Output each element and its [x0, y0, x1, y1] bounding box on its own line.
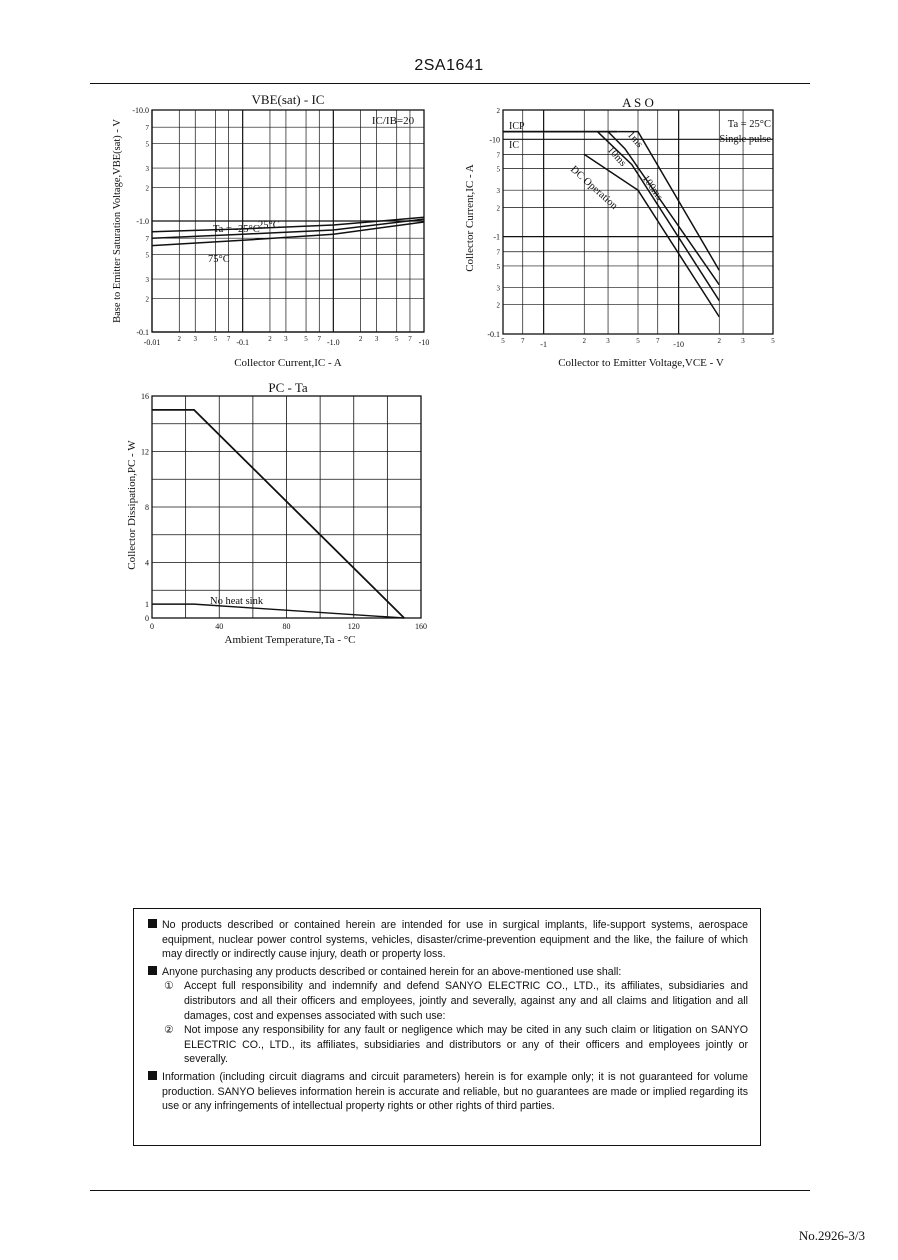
y-tick-label: 3 — [496, 284, 500, 293]
chart-title: PC - Ta — [268, 380, 308, 395]
condition-label: IC/IB=20 — [371, 115, 415, 127]
x-axis-label: Collector to Emitter Voltage,VCE - V — [558, 357, 724, 369]
x-tick-label: 2 — [582, 337, 587, 345]
bullet-icon — [148, 966, 157, 975]
notice-text: Not impose any responsibility for any fault or negligence which may be cited in any such claim or litigation on SANYO ELECTRIC CO., LTD., its affiliates, subsidiaries and distributors or any of their officers and employees jointly or severally. — [184, 1024, 748, 1066]
x-tick-label: -10 — [673, 340, 684, 349]
x-axis-label: Collector Current,IC - A — [234, 357, 342, 369]
x-tick-label: 2 — [268, 335, 272, 343]
x-tick-label: -1 — [540, 340, 547, 349]
series-label: Ta = -25°C — [213, 224, 260, 235]
y-axis-label: Base to Emitter Saturation Voltage,VBE(sat) - V — [112, 119, 123, 323]
y-tick-label: -1 — [493, 232, 500, 242]
x-tick-label: 7 — [226, 335, 231, 343]
y-tick-label: 2 — [145, 184, 149, 193]
x-tick-label: 5 — [213, 335, 218, 343]
icp-label: ICP — [509, 121, 525, 132]
y-tick-label: 5 — [496, 165, 500, 174]
y-tick-label: 2 — [496, 107, 500, 115]
notice-text: Anyone purchasing any products described or contained herein for an above-mentioned use shall: — [162, 965, 622, 978]
x-tick-label: 2 — [177, 335, 182, 343]
y-tick-label: 16 — [141, 392, 149, 401]
y-tick-label: 2 — [145, 295, 149, 304]
x-tick-label: 7 — [317, 335, 322, 343]
x-tick-label: 3 — [741, 337, 745, 345]
series-label: No heat sink — [210, 596, 264, 607]
notice-text: Accept full responsibility and indemnify and defend SANYO ELECTRIC CO., LTD., its affiliates, subsidiaries and distributors and all their officers and employees, jointly and severally, against any and all claims and litigation and all damages, cost and expenses associated with such use: — [184, 980, 748, 1022]
pc-ta-chart — [126, 380, 427, 646]
x-tick-label: 5 — [501, 337, 505, 345]
notice-box — [133, 908, 761, 1146]
x-tick-label: 3 — [606, 337, 610, 345]
x-tick-label: 160 — [415, 622, 427, 631]
series-label: 25°C — [258, 220, 280, 231]
notice-item-3 — [148, 1070, 748, 1114]
x-axis-label: Ambient Temperature,Ta - °C — [224, 634, 356, 646]
y-axis-label: Collector Dissipation,PC - W — [126, 440, 138, 570]
x-tick-label: 5 — [394, 335, 399, 343]
page-title: 2SA1641 — [414, 57, 484, 74]
circled-number: ② — [164, 1024, 174, 1037]
bullet-icon — [148, 1071, 157, 1080]
notice-text: No products described or contained herein are intended for use in surgical implants, life-support systems, aerospace equipment, nuclear power control systems, vehicles, disaster/crime-prevention equipment and the like, the failure of which may directly or indirectly cause injury, death or property loss. — [162, 919, 748, 961]
series-label: DC Operation — [567, 164, 620, 212]
x-tick-label: 40 — [215, 622, 224, 631]
y-tick-label: 5 — [145, 140, 149, 149]
x-tick-label: 120 — [347, 622, 360, 631]
document-number: No.2926-3/3 — [798, 1228, 865, 1243]
x-tick-label: 7 — [520, 337, 525, 345]
notice-item-2 — [148, 965, 748, 980]
y-tick-label: -0.1 — [487, 330, 500, 339]
y-tick-label: 4 — [145, 558, 149, 568]
y-tick-label: -0.1 — [136, 328, 149, 337]
series-label: 1ms — [624, 129, 645, 151]
y-tick-label: 2 — [496, 301, 500, 310]
x-tick-label: -0.01 — [143, 338, 161, 347]
bullet-icon — [148, 919, 157, 928]
x-tick-label: 3 — [374, 335, 379, 343]
y-tick-label: 7 — [145, 235, 149, 244]
y-tick-label: 3 — [496, 187, 500, 196]
y-tick-label: -10 — [489, 135, 500, 145]
series-line — [152, 219, 424, 238]
y-tick-label: -1.0 — [136, 217, 149, 226]
x-tick-label: 7 — [655, 337, 660, 345]
notice-item-1 — [148, 918, 748, 962]
x-tick-label: -0.1 — [236, 338, 250, 347]
condition-label: Ta = 25°C — [727, 119, 771, 130]
y-tick-label: 1 — [145, 600, 149, 610]
x-tick-label: 2 — [358, 335, 363, 343]
y-tick-label: 7 — [496, 151, 500, 160]
chart-title: VBE(sat) - IC — [251, 92, 325, 107]
x-tick-label: -10 — [418, 338, 430, 347]
x-tick-label: 0 — [150, 622, 154, 631]
series-line — [152, 410, 404, 618]
y-tick-label: 2 — [496, 204, 500, 213]
vbe-ic-chart — [112, 92, 429, 369]
x-tick-label: 5 — [304, 335, 308, 343]
series-line — [152, 604, 404, 618]
aso-chart — [464, 95, 775, 369]
y-tick-label: -10.0 — [132, 106, 149, 115]
notice-text: Information (including circuit diagrams and circuit parameters) herein is for example only; it is not guaranteed for volume production. SANYO believes information herein is accurate and reliable, but no guarantees are made or implied regarding its use or any infringements of intellectual property rights or other rights of third parties. — [162, 1070, 748, 1113]
y-tick-label: 7 — [496, 248, 500, 257]
y-tick-label: 12 — [141, 447, 149, 457]
y-tick-label: 5 — [496, 262, 500, 271]
notice-subitem-2 — [148, 1023, 748, 1067]
y-axis-label: Collector Current,IC - A — [464, 164, 476, 272]
series-label: 10ms — [604, 144, 629, 169]
series-label: 100ms — [639, 173, 665, 203]
x-tick-label: 7 — [408, 335, 412, 343]
footer-rule — [90, 1190, 810, 1191]
chart-title: A S O — [622, 95, 654, 110]
y-tick-label: 8 — [145, 503, 149, 512]
x-tick-label: -1.0 — [326, 338, 340, 347]
series-label: 75°C — [208, 254, 230, 265]
x-tick-label: 80 — [282, 622, 291, 631]
notice-subitem-1 — [148, 979, 748, 1023]
ic-label: IC — [509, 140, 519, 151]
x-tick-label: 2 — [717, 337, 722, 345]
x-tick-label: 5 — [636, 337, 640, 345]
y-tick-label: 0 — [145, 614, 149, 623]
y-tick-label: 5 — [145, 251, 149, 260]
series-line — [617, 129, 719, 271]
condition-label: Single pulse — [719, 134, 771, 145]
y-tick-label: 3 — [145, 276, 149, 285]
series-line — [152, 222, 424, 246]
x-tick-label: 5 — [771, 337, 775, 345]
x-tick-label: 3 — [284, 335, 288, 343]
circled-number: ① — [164, 980, 174, 993]
y-tick-label: 7 — [145, 124, 149, 133]
y-tick-label: 3 — [145, 165, 149, 174]
x-tick-label: 3 — [193, 335, 198, 343]
